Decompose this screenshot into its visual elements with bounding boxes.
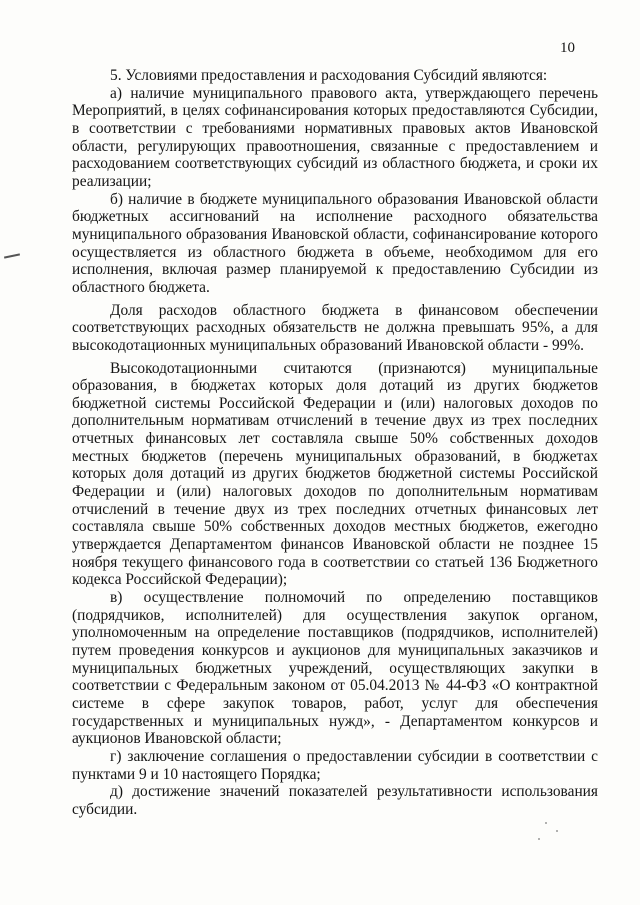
condition-a: а) наличие муниципального правового акта, утверждающего перечень Мероприятий, в целях софинансирования которых предоставляются Субсидии, в соответствии с требованиями нормативных правовых актов Ивановской области, регулирующих правоотношения, связанные с предоставлением и расходованием соответствующих субсидий из областного бюджета, и сроки их реализации;: [72, 84, 598, 190]
scan-speck: [556, 830, 558, 832]
condition-b: б) наличие в бюджете муниципального образования Ивановской области бюджетных ассигнований на исполнение расходного обязательства муниципального образования Ивановской области, софинансирование которого осуществляется из областного бюджета в объеме, необходимом для его исполнения, включая размер планируемой к предоставлению Субсидии из областного бюджета.: [72, 190, 598, 296]
condition-d: д) достижение значений показателей результативности использования субсидии.: [72, 783, 598, 818]
section-5-heading: 5. Условиями предоставления и расходования Субсидий являются:: [110, 67, 548, 84]
scan-speck: [545, 822, 547, 824]
condition-v: в) осуществление полномочий по определению поставщиков (подрядчиков, исполнителей) для осуществления закупок органом, уполномоченным на определение поставщиков (подрядчиков, исполнителей) путем проведения конкурсов и аукционов для муниципальных заказчиков и муниципальных бюджетных учреждений, осуществляющих закупки в соответствии с Федеральным законом от 05.04.2013 № 44-ФЗ «О контрактной системе в сфере закупок товаров, работ, услуг для обеспечения государственных и муниципальных нужд», - Департаментом конкурсов и аукционов Ивановской области;: [72, 589, 598, 748]
scan-speck: [538, 838, 540, 840]
condition-g: г) заключение соглашения о предоставлении субсидии в соответствии с пунктами 9 и 10 настоящего Порядка;: [72, 747, 598, 783]
page-number: 10: [560, 40, 575, 56]
high-subsidy-definition: Высокодотационными считаются (признаются) муниципальные образования, в бюджетах которых доля дотаций из других бюджетов бюджетной системы Российской Федерации и (или) налоговых доходов по дополнительным нормативам отчислений в течение двух из трех последних отчетных финансовых лет составляла свыше 50% собственных доходов местных бюджетов (перечень муниципальных образований, в бюджетах которых доля дотаций из других бюджетов бюджетной системы Российской Федерации и (или) налоговых доходов по дополнительным нормативам отчислений в течение двух из трех последних отчетных финансовых лет составляла свыше 50% собственных доходов местных бюджетов, ежегодно утверждается Департаментом финансов Ивановской области не позднее 15 ноября текущего финансового года в соответствии со статьей 136 Бюджетного кодекса Российской Федерации);: [72, 359, 598, 589]
scan-mark: [4, 253, 20, 258]
document-body: [72, 67, 598, 819]
budget-share-paragraph: Доля расходов областного бюджета в финансовом обеспечении соответствующих расходных обязательств не должна превышать 95%, а для высокодотационных муниципальных образований Ивановской области - 99%.: [72, 301, 598, 354]
